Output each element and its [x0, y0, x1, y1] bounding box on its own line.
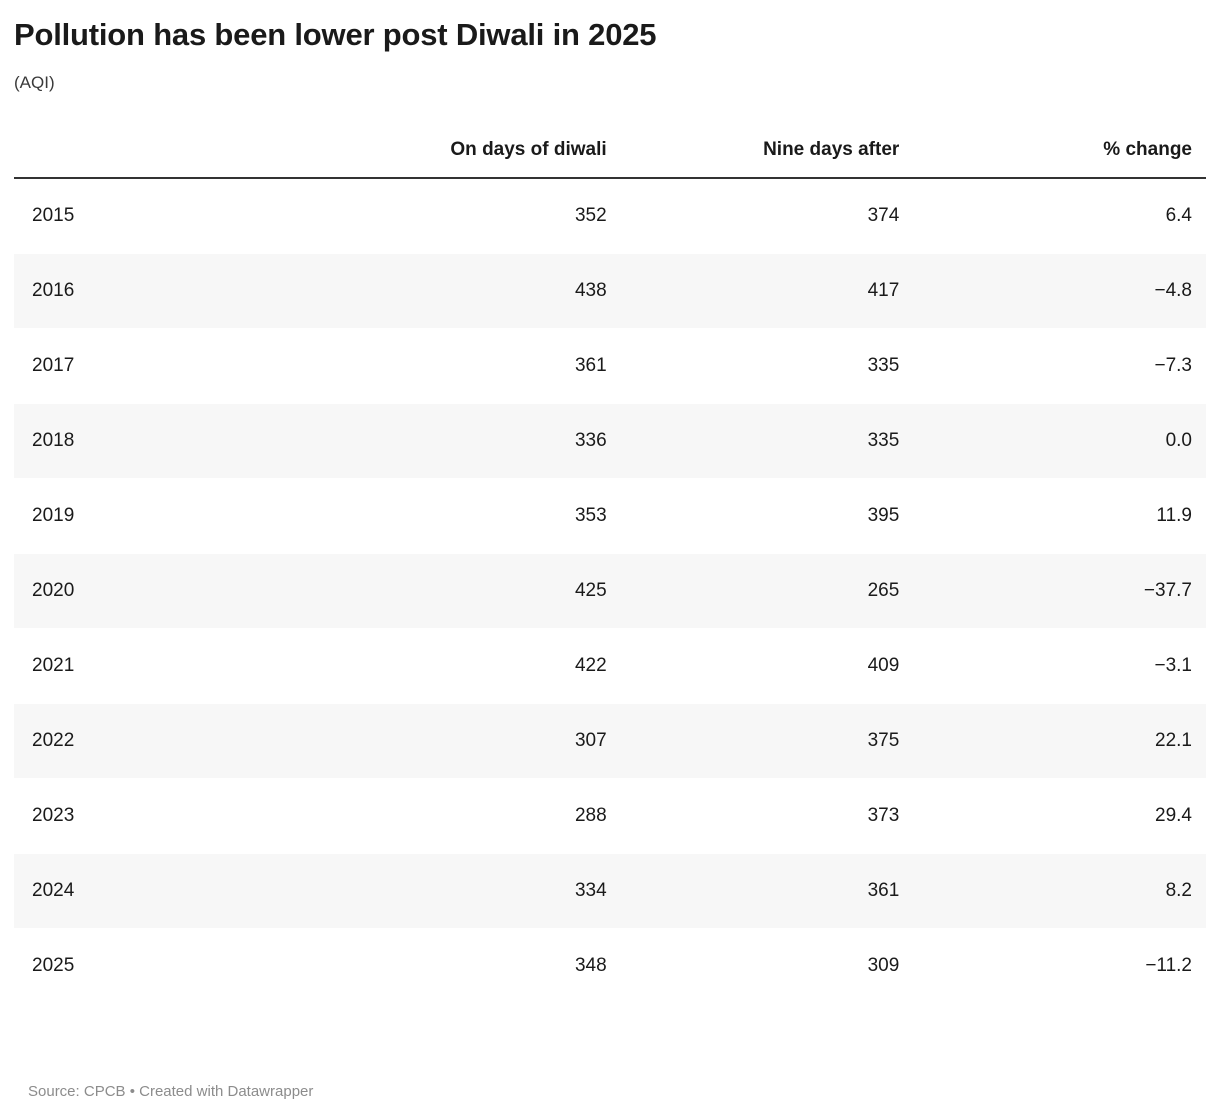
cell-nine-days-after: 309 [621, 929, 914, 1004]
table-row [14, 704, 1206, 779]
cell-year: 2021 [14, 629, 328, 704]
cell-on-days-of-diwali: 438 [328, 254, 621, 329]
cell-on-days-of-diwali: 336 [328, 404, 621, 479]
table-row [14, 178, 1206, 254]
cell-on-days-of-diwali: 334 [328, 854, 621, 929]
chart-source-note: Source: CPCB • Created with Datawrapper [28, 1083, 314, 1100]
cell-year: 2024 [14, 854, 328, 929]
cell-on-days-of-diwali: 361 [328, 329, 621, 404]
cell-percent-change: −11.2 [913, 929, 1206, 1004]
cell-percent-change: 0.0 [913, 404, 1206, 479]
chart-subtitle: (AQI) [14, 73, 55, 93]
cell-year: 2015 [14, 178, 328, 254]
cell-nine-days-after: 361 [621, 854, 914, 929]
cell-year: 2019 [14, 479, 328, 554]
table-row [14, 629, 1206, 704]
cell-nine-days-after: 335 [621, 404, 914, 479]
cell-on-days-of-diwali: 353 [328, 479, 621, 554]
cell-nine-days-after: 373 [621, 779, 914, 854]
cell-on-days-of-diwali: 422 [328, 629, 621, 704]
cell-nine-days-after: 395 [621, 479, 914, 554]
aqi-table [14, 139, 1206, 1004]
cell-percent-change: 29.4 [913, 779, 1206, 854]
table-row [14, 254, 1206, 329]
cell-percent-change: −37.7 [913, 554, 1206, 629]
table-row [14, 554, 1206, 629]
cell-percent-change: −4.8 [913, 254, 1206, 329]
table-body [14, 178, 1206, 1004]
table-row [14, 329, 1206, 404]
table-row [14, 779, 1206, 854]
column-header-nine-days-after: Nine days after [621, 139, 914, 178]
table-row [14, 479, 1206, 554]
cell-year: 2018 [14, 404, 328, 479]
cell-year: 2020 [14, 554, 328, 629]
cell-percent-change: 8.2 [913, 854, 1206, 929]
cell-percent-change: −3.1 [913, 629, 1206, 704]
cell-year: 2022 [14, 704, 328, 779]
page-title: Pollution has been lower post Diwali in 2025 [14, 17, 657, 52]
cell-year: 2025 [14, 929, 328, 1004]
cell-nine-days-after: 335 [621, 329, 914, 404]
column-header-percent-change: % change [913, 139, 1206, 178]
cell-nine-days-after: 375 [621, 704, 914, 779]
cell-percent-change: 22.1 [913, 704, 1206, 779]
cell-on-days-of-diwali: 307 [328, 704, 621, 779]
cell-on-days-of-diwali: 425 [328, 554, 621, 629]
table-row [14, 929, 1206, 1004]
cell-percent-change: 6.4 [913, 178, 1206, 254]
cell-on-days-of-diwali: 288 [328, 779, 621, 854]
table-header [14, 139, 1206, 178]
cell-nine-days-after: 265 [621, 554, 914, 629]
cell-on-days-of-diwali: 352 [328, 178, 621, 254]
cell-year: 2016 [14, 254, 328, 329]
table-row [14, 404, 1206, 479]
cell-percent-change: −7.3 [913, 329, 1206, 404]
cell-year: 2023 [14, 779, 328, 854]
cell-percent-change: 11.9 [913, 479, 1206, 554]
cell-nine-days-after: 374 [621, 178, 914, 254]
cell-year: 2017 [14, 329, 328, 404]
column-header-on-days-of-diwali: On days of diwali [328, 139, 621, 178]
column-header-year [14, 139, 328, 178]
table-row [14, 854, 1206, 929]
cell-nine-days-after: 417 [621, 254, 914, 329]
cell-nine-days-after: 409 [621, 629, 914, 704]
cell-on-days-of-diwali: 348 [328, 929, 621, 1004]
table-header-row [14, 139, 1206, 178]
